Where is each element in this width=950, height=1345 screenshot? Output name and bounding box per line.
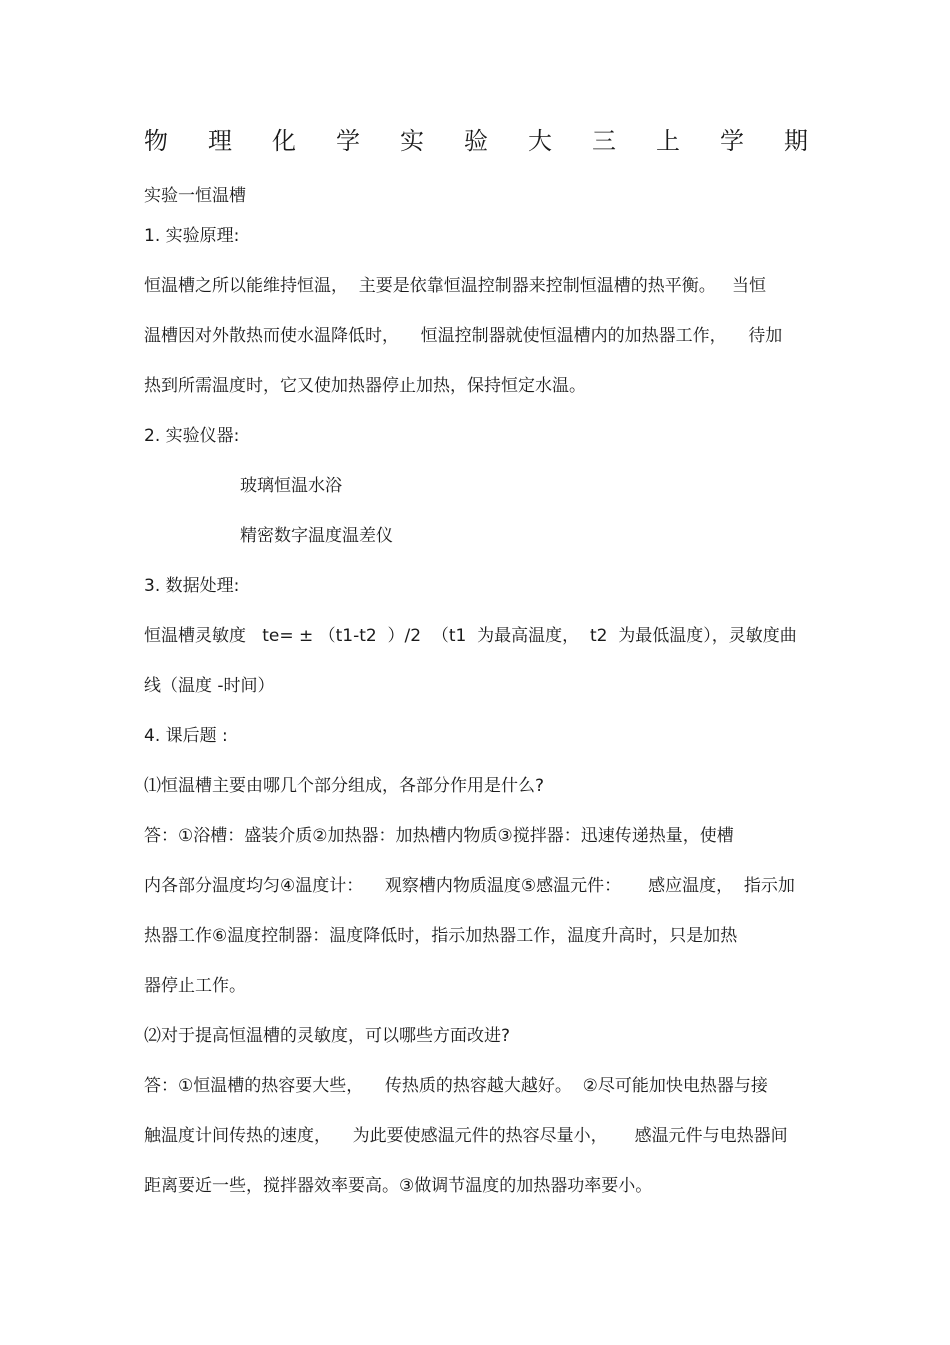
answer-line: 热器工作⑥温度控制器：温度降低时，指示加热器工作，温度升高时，只是加热 — [144, 926, 738, 946]
section-heading-questions: 4. 课后题 : — [144, 726, 228, 746]
title-char: 学 — [336, 127, 360, 155]
title-char: 学 — [720, 127, 744, 155]
answer-line: 触温度计间传热的速度， 为此要使感温元件的热容尽量小， 感温元件与电热器间 — [144, 1126, 788, 1146]
instrument-item: 精密数字温度温差仪 — [240, 526, 393, 546]
section-heading-data: 3. 数据处理: — [144, 576, 240, 596]
title-char: 物 — [144, 127, 168, 155]
answer-line: 器停止工作。 — [144, 976, 246, 996]
title-char: 期 — [784, 127, 808, 155]
title-char: 大 — [528, 127, 552, 155]
title-char: 实 — [400, 127, 424, 155]
title-char: 理 — [208, 127, 232, 155]
page-title — [144, 124, 808, 158]
answer-line: 内各部分温度均匀④温度计： 观察槽内物质温度⑤感温元件： 感应温度， 指示加 — [144, 876, 795, 896]
instrument-item: 玻璃恒温水浴 — [240, 476, 342, 496]
answer-line: 答：①浴槽：盛装介质②加热器：加热槽内物质③搅拌器：迅速传递热量，使槽 — [144, 826, 734, 846]
paragraph-line: 恒温槽灵敏度 te= ± （t1-t2 ）/2 （t1 为最高温度， t2 为最低温度），灵敏度曲 — [144, 626, 797, 646]
title-char: 验 — [464, 127, 488, 155]
title-char: 上 — [656, 127, 680, 155]
question-line: ⑵对于提高恒温槽的灵敏度，可以哪些方面改进? — [144, 1026, 511, 1046]
paragraph-line: 线（温度 -时间） — [144, 676, 275, 696]
title-char: 三 — [592, 127, 616, 155]
experiment-title: 实验一恒温槽 — [144, 186, 246, 206]
paragraph-line: 温槽因对外散热而使水温降低时， 恒温控制器就使恒温槽内的加热器工作， 待加 — [144, 326, 783, 346]
paragraph-line: 热到所需温度时，它又使加热器停止加热，保持恒定水温。 — [144, 376, 586, 396]
section-heading-instruments: 2. 实验仪器: — [144, 426, 240, 446]
answer-line: 距离要近一些，搅拌器效率要高。③做调节温度的加热器功率要小。 — [144, 1176, 653, 1196]
paragraph-line: 恒温槽之所以能维持恒温， 主要是依靠恒温控制器来控制恒温槽的热平衡。 当恒 — [144, 276, 767, 296]
question-line: ⑴恒温槽主要由哪几个部分组成，各部分作用是什么? — [144, 776, 545, 796]
title-char: 化 — [272, 127, 296, 155]
section-heading-principle: 1. 实验原理: — [144, 226, 240, 246]
answer-line: 答：①恒温槽的热容要大些， 传热质的热容越大越好。 ②尽可能加快电热器与接 — [144, 1076, 768, 1096]
